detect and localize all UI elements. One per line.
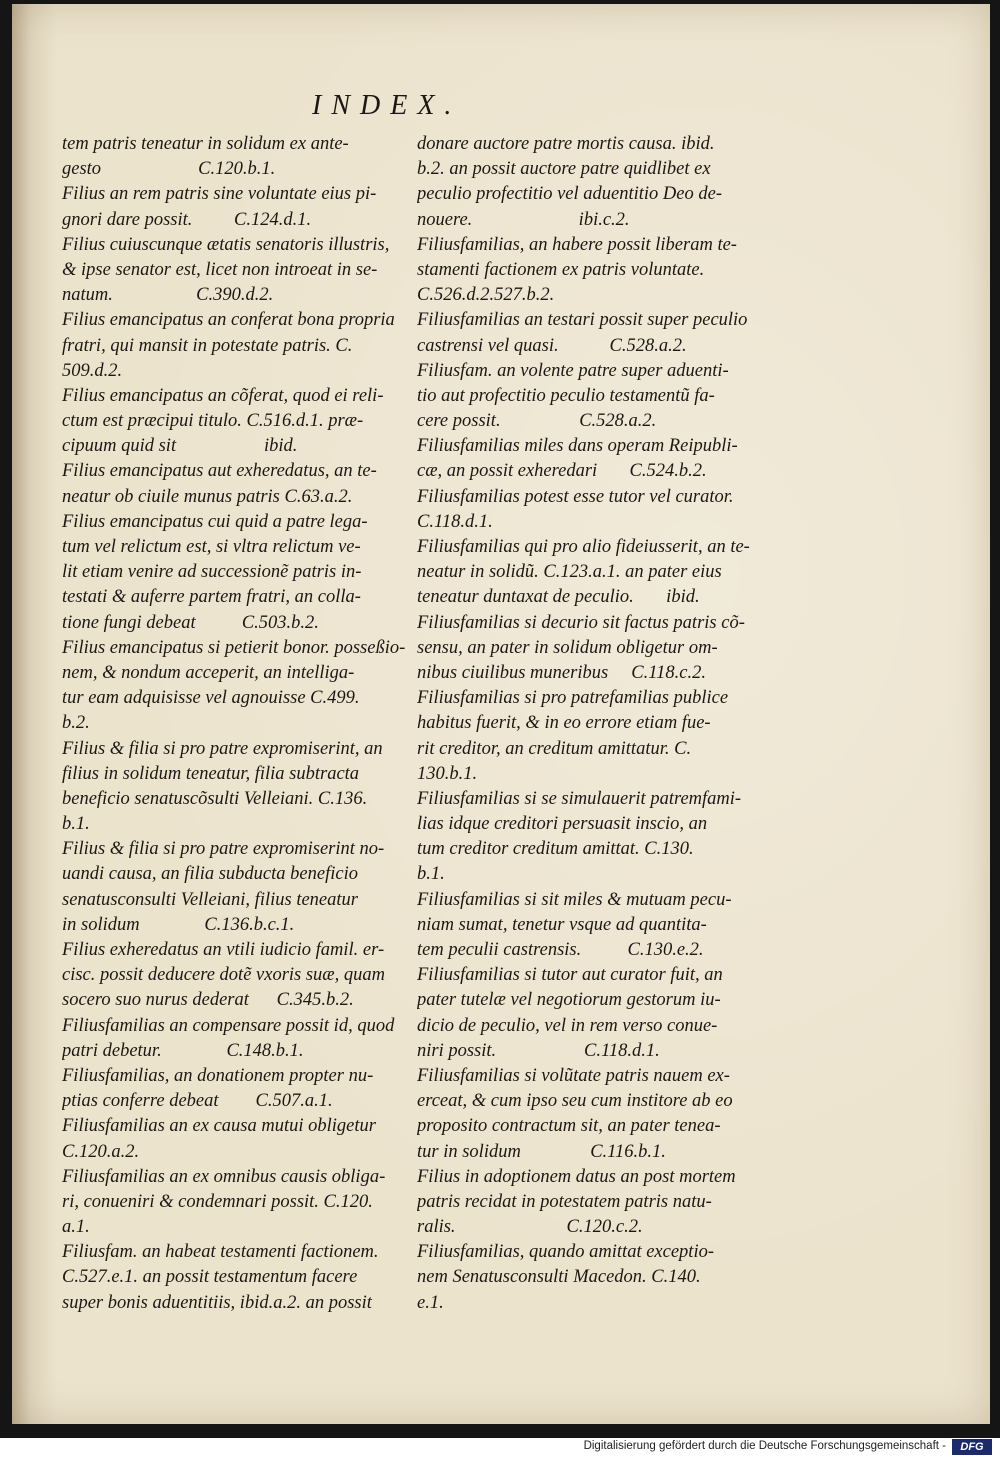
index-line: patris recidat in potestatem patris natu- <box>417 1191 712 1212</box>
running-head: INDEX. <box>312 90 462 121</box>
index-line: C.120.a.2. <box>62 1141 140 1162</box>
index-line: gesto C.120.b.1. <box>62 159 276 180</box>
index-line: tum vel relictum est, si vltra relictum ve- <box>62 537 361 557</box>
index-line: Filiusfamilias potest esse tutor vel curator. <box>417 486 734 507</box>
index-line: ptias conferre debeat C.507.a.1. <box>62 1091 333 1112</box>
funding-notice: Digitalisierung gefördert durch die Deutsche Forschungsgemeinschaft - <box>583 1440 946 1452</box>
index-line: tur in solidum C.116.b.1. <box>417 1141 666 1162</box>
index-line: nem, & nondum acceperit, an intelliga- <box>62 662 355 683</box>
index-line: Filiusfamilias, an donationem propter nu- <box>62 1065 374 1086</box>
index-line: b.2. an possit auctore patre quidlibet ex <box>417 159 711 180</box>
index-line: tione fungi debeat C.503.b.2. <box>62 612 319 633</box>
index-line: Filius in adoptionem datus an post mortem <box>417 1166 736 1187</box>
index-line: a.1. <box>62 1217 90 1238</box>
index-line: Filius an rem patris sine voluntate eius pi- <box>62 184 377 205</box>
index-line: proposito contractum sit, an pater tenea- <box>417 1116 721 1137</box>
index-line: ralis. C.120.c.2. <box>417 1217 643 1238</box>
left-index-column <box>62 132 407 1316</box>
index-line: lit etiam venire ad successionẽ patris in- <box>62 562 362 583</box>
index-line: Filiusfamilias si volũtate patris nauem ex- <box>417 1065 730 1086</box>
digitization-footer <box>0 1438 1000 1457</box>
index-line: teneatur duntaxat de peculio. ibid. <box>417 587 700 608</box>
index-line: Filiusfamilias si decurio sit factus patris cõ- <box>417 612 745 633</box>
index-line: C.118.d.1. <box>417 511 493 532</box>
index-line: Filiusfamilias, an habere possit liberam te- <box>417 234 737 255</box>
index-line: neatur in solidũ. C.123.a.1. an pater eius <box>417 562 722 583</box>
index-line: tum creditor creditum amittat. C.130. <box>417 839 694 860</box>
index-line: ctum est præcipui titulo. C.516.d.1. præ- <box>62 411 364 432</box>
index-line: b.1. <box>417 864 445 885</box>
index-line: pater tutelæ vel negotiorum gestorum iu- <box>417 990 721 1011</box>
index-line: stamenti factionem ex patris voluntate. <box>417 259 705 280</box>
index-line: Filius emancipatus an conferat bona propria <box>62 310 395 331</box>
book-page <box>12 4 990 1424</box>
right-index-column <box>417 132 779 1316</box>
index-line: C.527.e.1. an possit testamentum facere <box>62 1267 358 1288</box>
index-line: cipuum quid sit ibid. <box>62 436 298 457</box>
index-line: Filius emancipatus si petierit bonor. posseßio- <box>62 637 406 658</box>
index-line: nem Senatusconsulti Macedon. C.140. <box>417 1267 701 1288</box>
index-line: tur eam adquisisse vel agnouisse C.499. <box>62 688 360 709</box>
index-line: donare auctore patre mortis causa. ibid. <box>417 134 715 154</box>
index-line: Filius exheredatus an vtili iudicio famil. er- <box>62 940 385 960</box>
index-line: Filiusfamilias qui pro alio fideiusserit, an te- <box>417 537 750 557</box>
index-line: Filiusfamilias, quando amittat exceptio- <box>417 1242 714 1263</box>
index-line: 130.b.1. <box>417 763 478 784</box>
index-line: ri, conueniri & condemnari possit. C.120. <box>62 1191 373 1212</box>
index-line: b.2. <box>62 713 90 734</box>
index-line: filius in solidum teneatur, filia subtracta <box>62 763 360 784</box>
index-line: Filiusfamilias si tutor aut curator fuit, an <box>417 965 723 986</box>
index-line: cæ, an possit exheredari C.524.b.2. <box>417 461 707 482</box>
index-line: beneficio senatuscõsulti Velleiani. C.136. <box>62 788 368 809</box>
index-line: neatur ob ciuile munus patris C.63.a.2. <box>62 486 353 507</box>
index-line: uandi causa, an filia subducta beneficio <box>62 864 358 885</box>
index-line: erceat, & cum ipso seu cum institore ab eo <box>417 1091 733 1112</box>
index-line: patri debetur. C.148.b.1. <box>62 1040 304 1061</box>
index-line: niam sumat, tenetur vsque ad quantita- <box>417 914 707 935</box>
index-line: tem peculii castrensis. C.130.e.2. <box>417 940 704 960</box>
index-line: peculio profectitio vel aduentitio Deo de- <box>417 184 722 205</box>
index-line: Filius emancipatus aut exheredatus, an te- <box>62 461 377 482</box>
dfg-logo-icon: DFG <box>952 1439 992 1455</box>
index-line: & ipse senator est, licet non introeat in se- <box>62 259 378 280</box>
index-line: Filiusfamilias miles dans operam Reipubli- <box>417 436 738 457</box>
index-line: Filiusfamilias an ex omnibus causis obliga- <box>62 1166 386 1187</box>
index-line: socero suo nurus dederat C.345.b.2. <box>62 990 354 1011</box>
index-line: dicio de peculio, vel in rem verso conue- <box>417 1015 718 1036</box>
index-line: castrensi vel quasi. C.528.a.2. <box>417 335 687 356</box>
index-line: lias idque creditori persuasit inscio, an <box>417 814 708 835</box>
index-line: fratri, qui mansit in potestate patris. C. <box>62 335 353 356</box>
index-line: natum. C.390.d.2. <box>62 285 274 306</box>
index-line: C.526.d.2.527.b.2. <box>417 285 555 306</box>
index-line: Filiusfamilias si se simulauerit patremfami- <box>417 788 742 809</box>
index-line: Filiusfamilias si pro patrefamilias publice <box>417 688 729 709</box>
index-line: e.1. <box>417 1292 444 1313</box>
index-line: testati & auferre partem fratri, an colla- <box>62 587 361 608</box>
index-line: Filius & filia si pro patre expromiserint, an <box>62 738 383 759</box>
index-line: super bonis aduentitiis, ibid.a.2. an possit <box>62 1292 372 1313</box>
index-line: niri possit. C.118.d.1. <box>417 1040 660 1061</box>
index-line: habitus fuerit, & in eo errore etiam fue- <box>417 713 711 734</box>
index-line: rit creditor, an creditum amittatur. C. <box>417 738 692 759</box>
index-line: in solidum C.136.b.c.1. <box>62 914 295 935</box>
index-line: Filius emancipatus cui quid a patre lega- <box>62 511 368 532</box>
index-line: b.1. <box>62 814 90 835</box>
index-line: Filiusfamilias si sit miles & mutuam pecu- <box>417 889 732 910</box>
index-line: Filiusfamilias an ex causa mutui obligetur <box>62 1116 376 1137</box>
index-line: sensu, an pater in solidum obligetur om- <box>417 637 718 658</box>
index-line: Filiusfam. an habeat testamenti factionem. <box>62 1242 379 1263</box>
index-line: 509.d.2. <box>62 360 123 381</box>
index-line: Filius emancipatus an cõferat, quod ei reli- <box>62 385 384 406</box>
index-line: Filiusfamilias an testari possit super peculio <box>417 310 748 331</box>
index-line: tem patris teneatur in solidum ex ante- <box>62 134 349 154</box>
index-line: Filius & filia si pro patre expromiserint no- <box>62 839 385 860</box>
index-line: Filiusfamilias an compensare possit id, quod <box>62 1015 395 1036</box>
index-line: Filiusfam. an volente patre super aduenti- <box>417 360 729 381</box>
index-line: gnori dare possit. C.124.d.1. <box>62 209 312 230</box>
index-line: tio aut profectitio peculio testamentũ fa- <box>417 385 715 406</box>
index-line: nibus ciuilibus muneribus C.118.c.2. <box>417 662 706 683</box>
index-line: senatusconsulti Velleiani, filius teneatur <box>62 889 358 910</box>
index-line: nouere. ibi.c.2. <box>417 209 630 230</box>
index-line: cisc. possit deducere dotẽ vxoris suæ, quam <box>62 965 386 986</box>
index-line: cere possit. C.528.a.2. <box>417 411 657 432</box>
index-line: Filius cuiuscunque ætatis senatoris illustris, <box>62 234 390 255</box>
